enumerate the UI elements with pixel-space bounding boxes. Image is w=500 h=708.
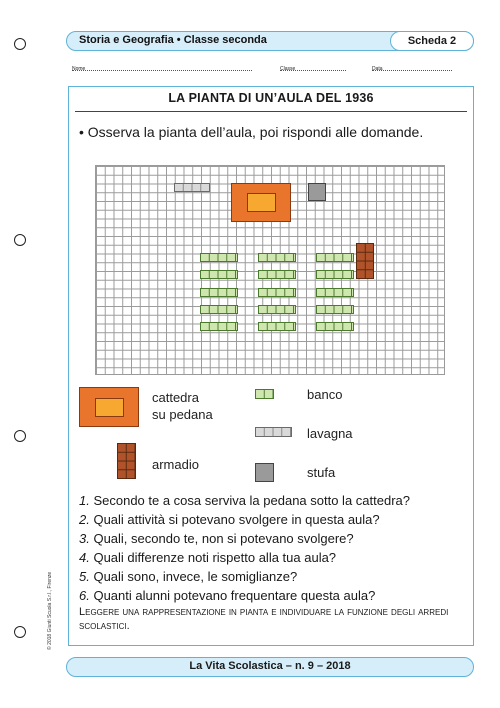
plan-banco	[200, 322, 238, 331]
question-6: 6. Quanti alunni potevano frequentare questa aula?	[79, 588, 376, 603]
plan-banco	[316, 305, 354, 314]
plan-banco	[316, 322, 354, 331]
subject-label: Storia e Geografia • Classe seconda	[79, 34, 267, 46]
legend-armadio-swatch	[117, 443, 136, 479]
plan-banco	[258, 322, 296, 331]
plan-banco	[316, 270, 354, 279]
sheet-label: Scheda 2	[390, 31, 474, 51]
plan-banco	[258, 253, 296, 262]
plan-banco	[200, 288, 238, 297]
legend-stufa-swatch	[255, 463, 274, 482]
legend-stufa-label: stufa	[307, 465, 336, 480]
question-3: 3. Quali, secondo te, non si potevano svolgere?	[79, 531, 354, 546]
plan-cattedra	[231, 183, 291, 222]
binder-hole	[14, 430, 26, 442]
name-label: Nome	[72, 66, 86, 72]
classroom-plan-grid	[95, 165, 445, 375]
binder-hole	[14, 38, 26, 50]
class-label: Classe	[280, 66, 296, 72]
binder-hole	[14, 626, 26, 638]
plan-banco	[200, 305, 238, 314]
plan-banco	[316, 288, 354, 297]
question-5: 5. Quali sono, invece, le somiglianze?	[79, 569, 298, 584]
plan-banco	[258, 288, 296, 297]
title-divider	[75, 111, 467, 112]
learning-objective: Leggere una rappresentazione in pianta e individuare la funzione degli arredi scolastici.	[79, 606, 449, 632]
legend-lavagna-swatch	[255, 427, 292, 437]
footer-bar: La Vita Scolastica – n. 9 – 2018	[66, 657, 474, 677]
legend-lavagna-label: lavagna	[307, 426, 353, 441]
binder-hole	[14, 234, 26, 246]
question-2: 2. Quali attività si potevano svolgere in questa aula?	[79, 512, 380, 527]
name-field[interactable]	[72, 66, 252, 71]
date-field[interactable]	[372, 66, 452, 71]
question-1: 1. Secondo te a cosa serviva la pedana sotto la cattedra?	[79, 493, 410, 508]
plan-banco	[316, 253, 354, 262]
legend-cattedra-swatch	[79, 387, 139, 427]
legend-cattedra-label: cattedra su pedana	[152, 390, 213, 422]
legend-banco-label: banco	[307, 387, 343, 402]
plan-banco	[200, 253, 238, 262]
legend-banco-swatch	[255, 389, 274, 399]
plan-armadio	[356, 243, 374, 279]
worksheet-frame	[68, 86, 474, 646]
plan-banco	[258, 270, 296, 279]
plan-banco	[200, 270, 238, 279]
worksheet-title: LA PIANTA DI UN’AULA DEL 1936	[168, 91, 374, 105]
copyright-text: © 2018 Giunti Scuola S.r.l., Firenze	[47, 571, 53, 650]
class-field[interactable]	[280, 66, 346, 71]
plan-banco	[258, 305, 296, 314]
plan-stufa	[308, 183, 326, 201]
instruction-text: • Osserva la pianta dell’aula, poi rispondi alle domande.	[79, 124, 424, 140]
legend-armadio-label: armadio	[152, 457, 199, 472]
question-4: 4. Quali differenze noti rispetto alla tua aula?	[79, 550, 337, 565]
plan-lavagna	[174, 183, 210, 192]
header-bar	[66, 31, 474, 51]
date-label: Data	[372, 66, 383, 72]
